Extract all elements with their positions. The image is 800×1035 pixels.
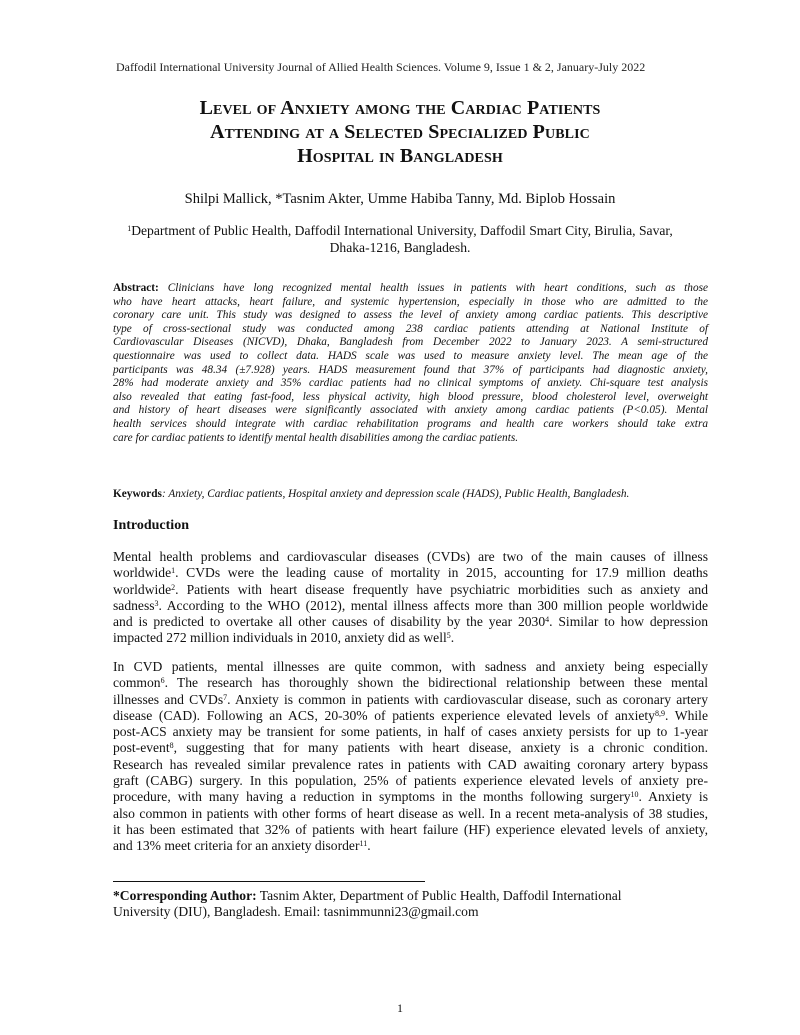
abstract-line: questionnaire was used to collect data. HADS scale was used to measure anxiety level. The mean age of the bbox=[113, 349, 708, 362]
abstract-line: health services should integrate with cardiac rehabilitation programs and health care workers should take extra bbox=[113, 417, 708, 430]
paragraph-line bbox=[113, 740, 708, 756]
paragraph-text: illnesses and CVDs bbox=[113, 691, 224, 707]
paragraph-text: also common in patients with other forms of heart disease as well. In a recent meta-analysis of 38 studies, bbox=[113, 805, 708, 821]
affiliation-marker: 1 bbox=[127, 224, 132, 233]
paragraph-text: common bbox=[113, 675, 161, 691]
paragraph-line bbox=[113, 565, 708, 581]
keywords bbox=[113, 488, 629, 500]
paragraph-line bbox=[113, 773, 708, 789]
paragraph-line bbox=[113, 708, 708, 724]
abstract-line: 28% had moderate anxiety and 35% cardiac patients had no clinical symptoms of anxiety. Chi-square test analysis bbox=[113, 377, 708, 390]
running-head: Daffodil International University Journal of Allied Health Sciences. Volume 9, Issue 1 & 2, January-July 2022 bbox=[116, 60, 646, 74]
abstract-line: who have heart attacks, heart failure, and systemic hypertension, especially in those who are admitted to the bbox=[113, 295, 708, 308]
paragraph-text: . CVDs were the leading cause of mortality in 2015, accounting for 17.9 million deaths bbox=[175, 565, 708, 581]
citation-marker: 4 bbox=[545, 615, 550, 625]
paragraph-text: . While bbox=[664, 707, 708, 723]
paragraph-text: Mental health problems and cardiovascular diseases (CVDs) are two of the main causes of illness bbox=[113, 549, 708, 564]
introduction-paragraph-2 bbox=[113, 659, 708, 855]
abstract-line: participants was 48.34 (±7.928) years. HADS measurement found that 37% of participants had diagnostic anxiety, bbox=[113, 363, 708, 376]
footnote-label: *Corresponding Author: bbox=[113, 888, 257, 903]
paragraph-text: . Similar to how depression bbox=[549, 614, 709, 630]
paragraph-text: post-event bbox=[113, 740, 170, 756]
paragraph-text: post-ACS anxiety may be transient for some patients, in half of cases anxiety persists for up to 1-year bbox=[113, 724, 708, 740]
citation-marker: 3 bbox=[154, 598, 159, 608]
paragraph-text: graft (CABG) surgery. In this population, 25% of patients experience elevated levels of anxiety pre- bbox=[113, 773, 708, 789]
paragraph-text: impacted 272 million individuals in 2010, anxiety did as well bbox=[113, 630, 447, 646]
paragraph-text: Research has revealed similar prevalence rates in patients with CAD awaiting coronary artery bypass bbox=[113, 756, 708, 772]
paragraph-text: . The research has thoroughly shown the bidirectional relationship between these mental bbox=[164, 675, 708, 691]
footnote-text: University (DIU), Bangladesh. Email: tasnimmunni23@gmail.com bbox=[113, 904, 479, 919]
abstract-label: Abstract: bbox=[113, 282, 159, 294]
paragraph-text: . Anxiety is common in patients with cardiovascular disease, such as coronary artery bbox=[227, 691, 708, 707]
citation-marker: 6 bbox=[160, 676, 165, 686]
abstract-line: also revealed that eating fast-food, less physical activity, high blood pressure, blood cholesterol level, overweight bbox=[113, 390, 708, 403]
paragraph-line bbox=[113, 549, 708, 565]
paragraph-text: sadness bbox=[113, 597, 155, 613]
paragraph-line bbox=[113, 598, 708, 614]
article-title bbox=[90, 96, 710, 168]
paragraph-text: disease (CAD). Following an ACS, 20-30% of patients experience elevated levels of anxiety bbox=[113, 707, 655, 723]
abstract-line: Cardiovascular Diseases (NICVD), Dhaka, Bangladesh from December 2022 to January 2023. A semi-structured bbox=[113, 336, 708, 349]
paragraph-line bbox=[113, 757, 708, 773]
paragraph-text: . bbox=[450, 630, 455, 646]
author-list: Shilpi Mallick, *Tasnim Akter, Umme Habiba Tanny, Md. Biplob Hossain bbox=[184, 191, 616, 207]
affiliation-line: Department of Public Health, Daffodil International University, Daffodil Smart City, Birulia, Savar, bbox=[131, 223, 673, 238]
abstract-line: coronary care unit. This study was designed to assess the level of anxiety among cardiac patients. This descriptive bbox=[113, 309, 708, 322]
paragraph-line bbox=[113, 789, 708, 805]
page-number: 1 bbox=[397, 1001, 403, 1015]
citation-marker: 7 bbox=[223, 692, 228, 702]
paragraph-text: and is predicted to overtake all other causes of disability by the year 2030 bbox=[113, 614, 546, 630]
paragraph-line bbox=[113, 806, 708, 822]
section-heading-introduction: Introduction bbox=[113, 518, 189, 533]
paragraph-line bbox=[113, 582, 708, 598]
paragraph-text: . bbox=[367, 838, 371, 854]
title-line: Attending at a Selected Specialized Public bbox=[210, 121, 590, 143]
paragraph-line bbox=[113, 630, 708, 646]
abstract-line: Clinicians have long recognized mental health issues in patients with heart conditions, such as those bbox=[167, 282, 709, 294]
keywords-text: Anxiety, Cardiac patients, Hospital anxiety and depression scale (HADS), Public Health, Bangladesh. bbox=[165, 488, 630, 500]
paragraph-line bbox=[113, 822, 708, 838]
citation-marker: 8,9 bbox=[654, 708, 665, 718]
title-line: Level of Anxiety among the Cardiac Patients bbox=[199, 97, 601, 119]
footnote-divider bbox=[113, 881, 425, 882]
paragraph-text: and 13% meet criteria for an anxiety disorder bbox=[113, 838, 360, 854]
citation-marker: 1 bbox=[171, 566, 176, 576]
affiliation bbox=[112, 222, 688, 256]
citation-marker: 11 bbox=[359, 839, 368, 849]
affiliation-line: Dhaka-1216, Bangladesh. bbox=[329, 240, 471, 255]
footnote-text: Tasnim Akter, Department of Public Health, Daffodil International bbox=[256, 888, 622, 903]
paragraph-line bbox=[113, 692, 708, 708]
title-line: Hospital in Bangladesh bbox=[297, 145, 503, 167]
abstract-line: and history of heart diseases were significantly associated with anxiety among cardiac patients (P<0.05). Mental bbox=[113, 404, 708, 417]
paragraph-text: worldwide bbox=[113, 581, 172, 597]
paragraph-text: procedure, with many having a reduction in symptoms in the months following surgery bbox=[113, 789, 631, 805]
citation-marker: 10 bbox=[630, 790, 639, 800]
paragraph-line bbox=[113, 659, 708, 675]
keywords-colon: : bbox=[161, 488, 166, 500]
paragraph-text: worldwide bbox=[113, 565, 172, 581]
corresponding-author-footnote bbox=[113, 888, 622, 920]
paragraph-line bbox=[113, 724, 708, 740]
citation-marker: 8 bbox=[169, 741, 174, 751]
citation-marker: 5 bbox=[446, 631, 451, 641]
paragraph-line bbox=[113, 675, 708, 691]
keywords-label: Keywords bbox=[113, 488, 162, 500]
citation-marker: 2 bbox=[171, 582, 176, 592]
paragraph-text: , suggesting that for many patients with heart disease, anxiety is a chronic condition. bbox=[173, 740, 708, 756]
paragraph-line bbox=[113, 838, 708, 854]
paragraph-text: . Patients with heart disease frequently have psychiatric morbidities such as anxiety and bbox=[175, 581, 708, 597]
abstract bbox=[113, 282, 708, 445]
paragraph-line bbox=[113, 614, 708, 630]
abstract-line: type of cross-sectional study was conducted among 238 cardiac patients attending at National Institute of bbox=[113, 322, 708, 335]
paragraph-text: . Anxiety is bbox=[638, 789, 709, 805]
paragraph-text: it has been estimated that 32% of patients with heart failure (HF) experience elevated levels of anxiety, bbox=[113, 821, 708, 837]
abstract-line: care for cardiac patients to identify mental health disabilities among the cardiac patients. bbox=[113, 431, 519, 444]
paragraph-text: In CVD patients, mental illnesses are quite common, with sadness and anxiety being especially bbox=[113, 659, 708, 674]
paragraph-text: . According to the WHO (2012), mental illness affects more than 300 million people worldwide bbox=[158, 597, 708, 613]
introduction-paragraph-1 bbox=[113, 549, 708, 647]
